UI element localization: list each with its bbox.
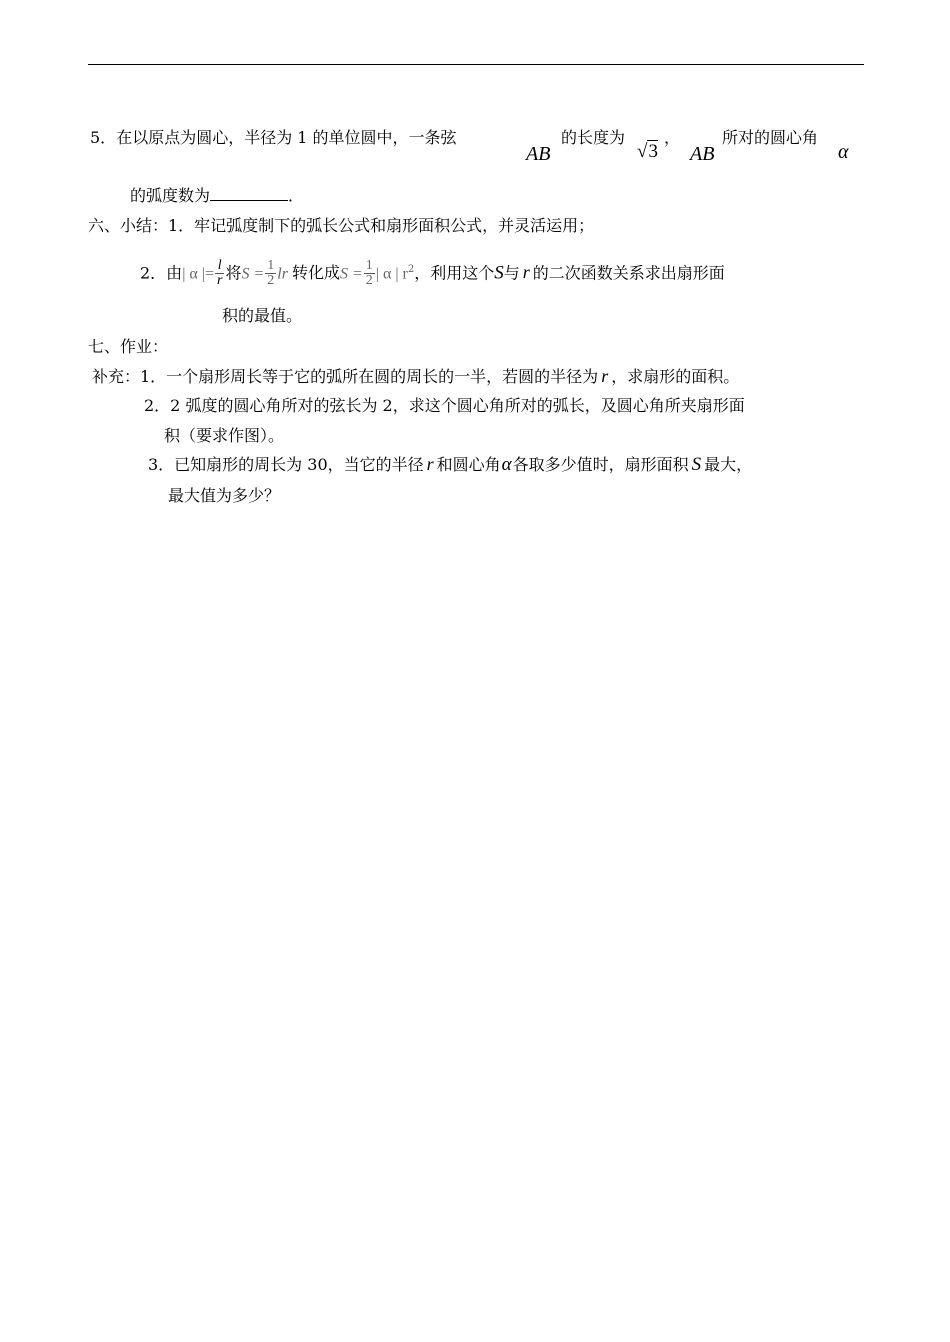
q5-answer-blank[interactable] — [210, 186, 288, 201]
q5-text-3: 所对的圆心角 — [722, 128, 819, 147]
homework-q3-line-2: 最大值为多少？ — [168, 486, 281, 505]
q3-alpha: α — [501, 454, 512, 475]
q5-text-2: 的长度为 — [561, 128, 626, 147]
frac-l-over-r — [215, 259, 224, 288]
q5-text-5: ． — [288, 186, 305, 205]
symbol-s: S — [494, 262, 504, 284]
summary-item-2 — [140, 254, 725, 290]
q5-comma: ， — [664, 128, 681, 147]
q3-text-mid: 和圆心角 — [436, 455, 501, 474]
lr: lr — [277, 265, 288, 283]
q5-text-4: 的弧度数为 — [130, 186, 211, 205]
half-den: 2 — [267, 273, 275, 289]
text-zhuan: 转化成 — [291, 263, 340, 283]
text-jiang: 将 — [225, 263, 242, 283]
frac-half-2 — [364, 259, 375, 288]
summary-heading: 六、小结：1．牢记弧度制下的弧长公式和扇形面积公式，并灵活运用； — [88, 216, 595, 235]
q3-r: r — [426, 454, 434, 474]
frac-l-den: r — [217, 273, 223, 289]
q5-chord-ab-2: AB — [690, 143, 715, 165]
half2-den: 2 — [365, 273, 373, 289]
text-yu: 与 — [503, 263, 520, 283]
q3-text-pre: 3．已知扇形的周长为 30，当它的半径 — [148, 455, 424, 474]
summary-continuation: 积的最值。 — [222, 306, 303, 325]
square-exponent: 2 — [407, 264, 415, 275]
q1-text-pre: 补充：1．一个扇形周长等于它的弧所在圆的周长的一半，若圆的半径为 — [92, 367, 599, 386]
frac-half-1 — [265, 259, 276, 288]
q5-sqrt3: √3 — [637, 141, 658, 162]
header-rule — [88, 64, 864, 65]
half-num: 1 — [267, 258, 275, 274]
q5-alpha: α — [838, 141, 849, 163]
half2-num: 1 — [365, 258, 373, 274]
q1-text-post: ，求扇形的面积。 — [611, 367, 740, 386]
q5-sqrt-radicand: 3 — [648, 141, 658, 162]
abs-alpha: | α |= — [182, 265, 214, 283]
frac-l-num: l — [217, 258, 222, 274]
homework-q1 — [92, 366, 739, 387]
s-equals: S = — [241, 265, 265, 283]
text-end: 的二次函数关系求出扇形面 — [532, 263, 725, 283]
q5-text-1: 在以原点为圆心，半径为 1 的单位圆中，一条弦 — [116, 128, 457, 147]
q5-line-1 — [90, 128, 457, 148]
q3-s: S — [691, 454, 702, 475]
q3-text-post: 最大， — [704, 455, 753, 474]
s-equals-2: S = — [339, 265, 363, 283]
homework-q2-line-2: 积（要求作图）。 — [164, 426, 285, 445]
q1-r: r — [601, 366, 609, 386]
abs-alpha-r: | α | r — [375, 265, 408, 283]
q3-text-mid2: 各取多少值时，扇形面积 — [512, 455, 689, 474]
symbol-r: r — [522, 262, 530, 283]
q5-number: 5． — [90, 128, 117, 147]
q5-chord-ab: AB — [526, 143, 551, 165]
q5-line-2 — [130, 186, 304, 206]
homework-q3-line-1 — [148, 454, 752, 475]
homework-heading: 七、作业： — [88, 337, 169, 356]
text-after: ，利用这个 — [414, 263, 495, 283]
homework-q2-line-1: 2．2 弧度的圆心角所对的弦长为 2，求这个圆心角所对的弧长，及圆心角所夹扇形面 — [144, 396, 745, 415]
summary-item2-prefix: 2．由 — [140, 263, 183, 283]
